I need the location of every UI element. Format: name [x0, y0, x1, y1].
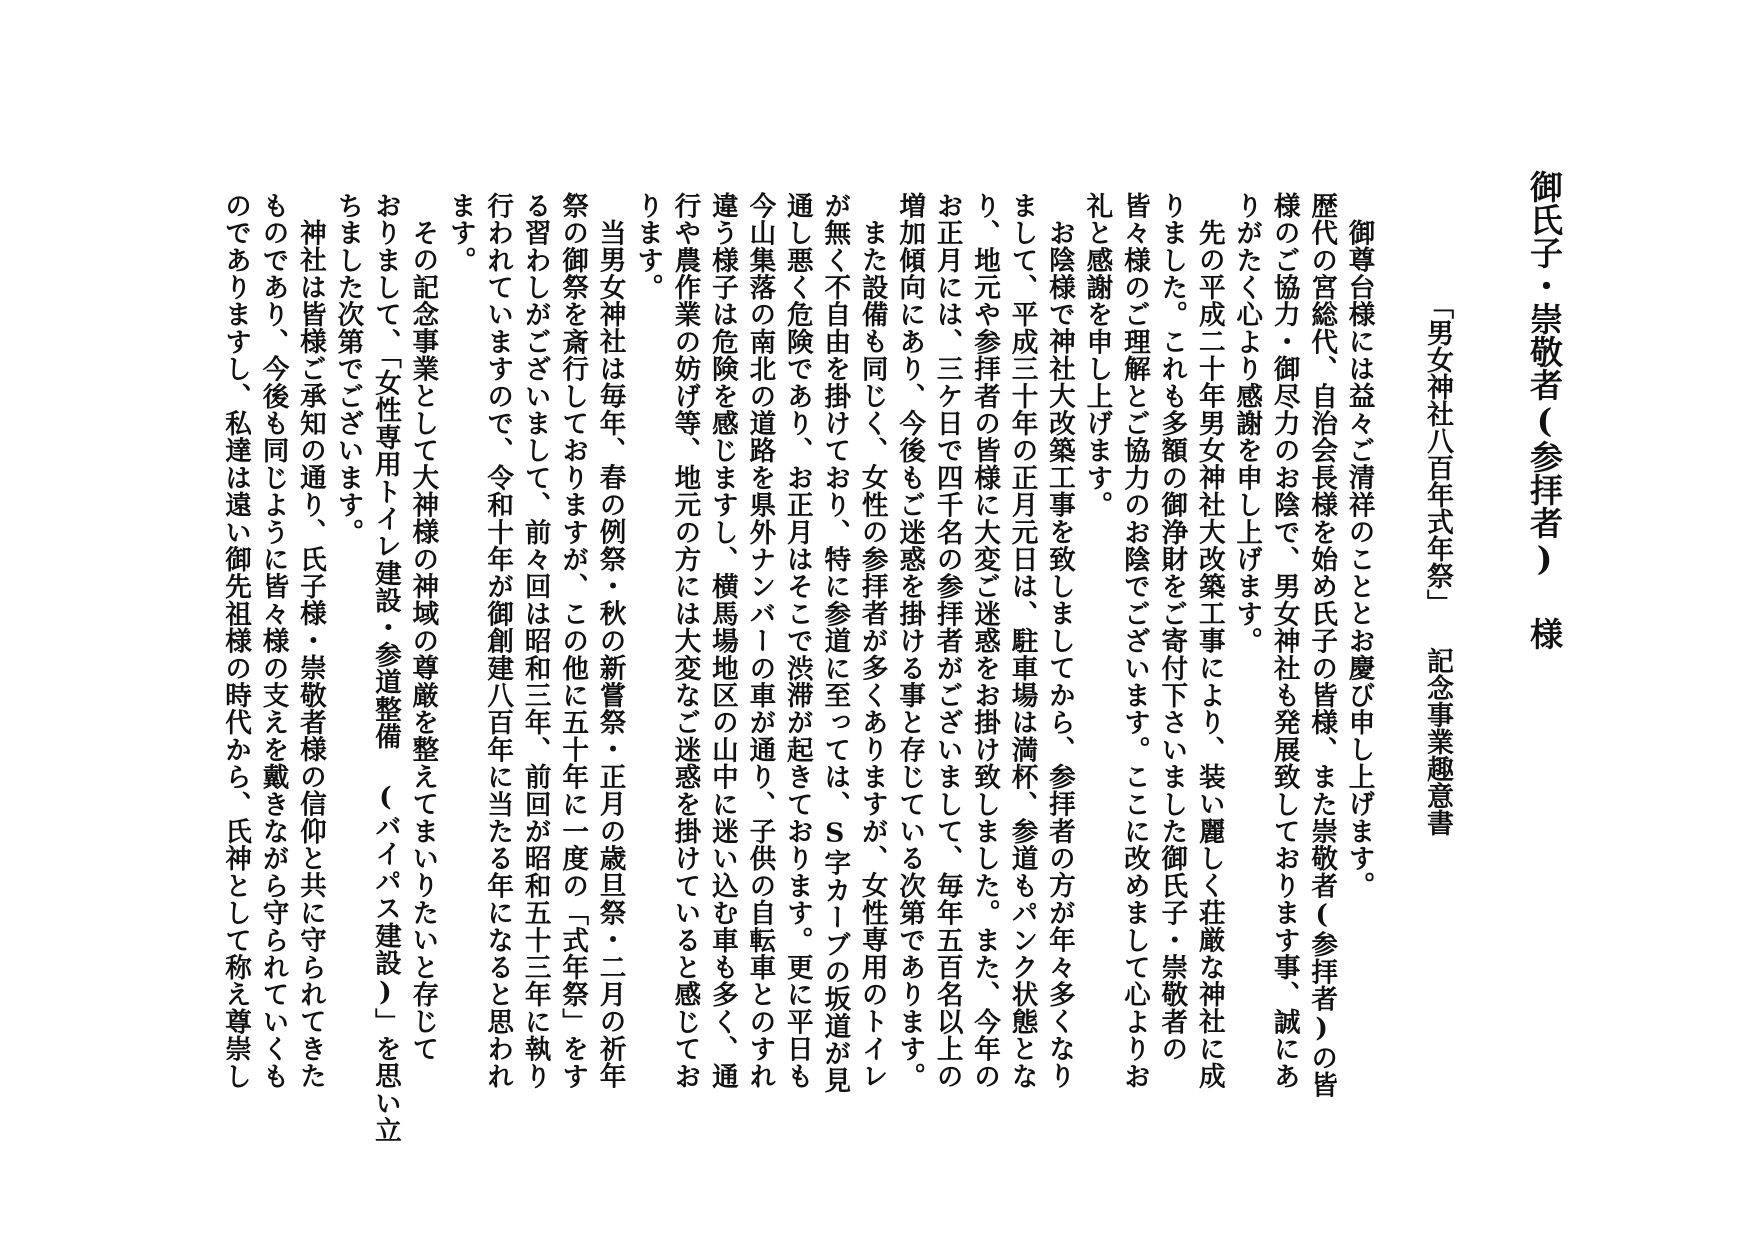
body-line: り、地元や参拝者の皆様に大変ご迷惑をお掛け致しました。また、今年の	[969, 192, 1001, 1090]
body-line: また設備も同じく、女性の参拝者が多くありますが、女性専用のトイレ	[856, 219, 888, 1090]
body-line: 御尊台様には益々ご清祥のこととお慶び申し上げます。	[1343, 219, 1375, 899]
body-line: 先の平成二十年男女神社大改築工事により、装い麗しく荘厳な神社に成	[1193, 219, 1225, 1090]
body-line: 祭の御祭を斎行しておりますが、この他に五十年に一度の「式年祭」をす	[557, 192, 589, 1090]
body-line: る習わしがございまして、前々回は昭和三年、前回が昭和五十三年に執り	[519, 192, 551, 1090]
body-line: が無く不自由を掛けており、特に参道に至っては、S字カーブの坂道が見	[819, 192, 851, 1094]
body-line: 今山集落の南北の道路を県外ナンバーの車が通り、子供の自転車とのすれ	[744, 192, 776, 1090]
body-line: ります。	[632, 192, 664, 301]
body-line: 皆々様のご理解とご協力のお陰でございます。ここに改めまして心よりお	[1118, 192, 1150, 1090]
body-line: 様のご協力・御尽力のお陰で、男女神社も発展致しております事、誠にあ	[1268, 192, 1300, 1090]
body-line: ちました次第でございます。	[332, 192, 364, 546]
body-line: のでありますし、私達は遠い御先祖様の時代から、氏神として称え尊崇し	[220, 192, 252, 1090]
body-line: 当男女神社は毎年、春の例祭・秋の新嘗祭・正月の歳旦祭・二月の祈年	[594, 219, 626, 1090]
body-line: りました。これも多額の御浄財をご寄付下さいました御氏子・崇敬者の	[1156, 192, 1188, 1063]
body-line: ます。	[444, 192, 476, 274]
body-line: 行われていますので、令和十年が御創建八百年に当たる年になると思われ	[482, 192, 514, 1090]
body-line: お正月には、三ケ日で四千名の参拝者がございまして、毎年五百名以上の	[931, 192, 963, 1090]
body-line: その記念事業として大神様の神域の尊厳を整えてまいりたいと存じて	[407, 219, 439, 1063]
body-line: 違う様子は危険を感じますし、横馬場地区の山中に迷い込む車も多く、通	[706, 192, 738, 1090]
addressee-title: 御氏子・崇敬者(参拝者) 様	[1525, 170, 1564, 650]
body-line: りがたく心より感謝を申し上げます。	[1231, 192, 1263, 655]
document-heading: 「男女神社八百年式年祭」 記念事業趣意書	[1422, 292, 1453, 836]
body-line: 行や農作業の妨げ等、地元の方には大変なご迷惑を掛けていると感じてお	[669, 192, 701, 1090]
body-line: 礼と感謝を申し上げます。	[1081, 192, 1113, 519]
body-line: お陰様で神社大改築工事を致しましてから、参拝者の方が年々多くなり	[1043, 219, 1075, 1090]
body-line: 通し悪く危険であり、お正月はそこで渋滞が起きております。更に平日も	[781, 192, 813, 1090]
body-line: おりまして、「女性専用トイレ建設・参道整備 (バイパス建設)」を思い立	[369, 192, 401, 1144]
body-line: 増加傾向にあり、今後もご迷惑を掛ける事と存じている次第であります。	[894, 192, 926, 1090]
body-line: ものであり、今後も同じように皆々様の支えを戴きながら守られていくも	[257, 192, 289, 1090]
body-line: 神社は皆様ご承知の通り、氏子様・崇敬者様の信仰と共に守られてきた	[294, 219, 326, 1090]
body-line: 歴代の宮総代、自治会長様を始め氏子の皆様、また崇敬者(参拝者)の皆	[1306, 192, 1338, 1099]
body-line: まして、平成三十年の正月元日は、駐車場は満杯、参道もパンク状態とな	[1006, 192, 1038, 1090]
